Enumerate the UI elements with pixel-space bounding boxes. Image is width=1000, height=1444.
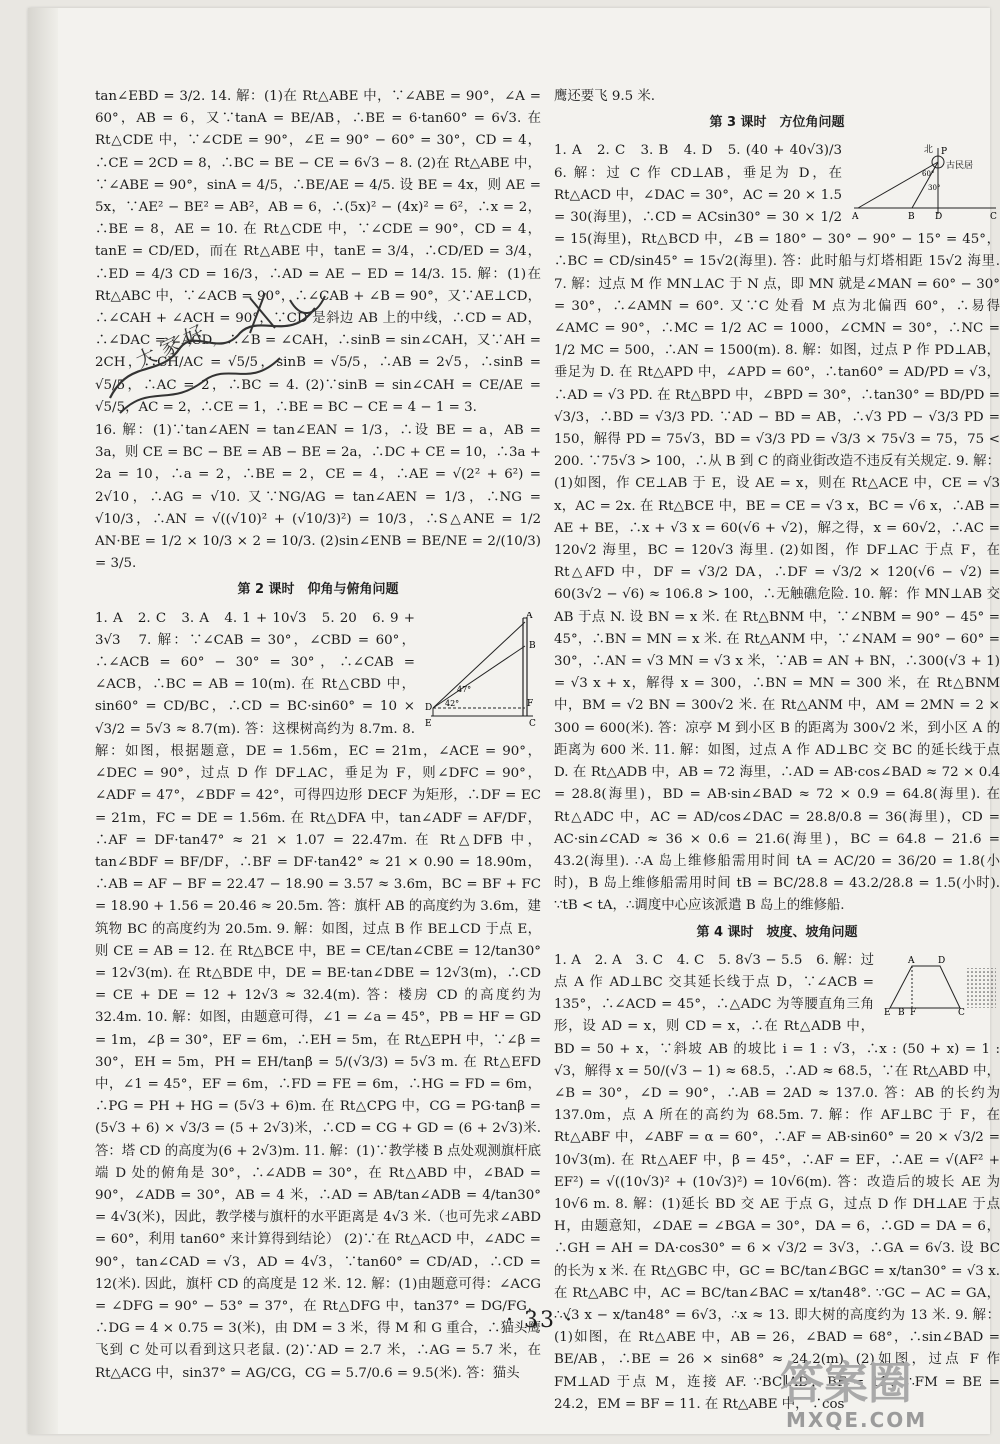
fig-r8-label-b: B bbox=[908, 212, 915, 223]
fig-r7-label-f: F bbox=[910, 1007, 917, 1016]
document-page bbox=[28, 8, 1000, 1434]
fig8-angle-47: 47° bbox=[457, 684, 472, 694]
fig-r7-label-c: C bbox=[958, 1007, 965, 1016]
figure-r8-ancient-house bbox=[850, 144, 1000, 222]
paragraph-q16: 16. 解：(1)∵tan∠AEN = tan∠EAN = 1/3，∴设 BE = a，AB = 3a，则 CE = BC − BE = AB − BE = 2a，∴DC + CE = 10，∴3a + 2a = 10，∴a = 2，∴BE = 2，CE = 4，∴AE = √(2² + 6²) = 2√10，∴AG = √10. 又∵NG/AG = tan∠AEN = 1/3，∴NG = √10/3，∴AN = √((√10)² + (√10/3)²) = 10/3，∴S△ANE = 1/2 AN·BE = 1/2 × 10/3 × 2 = 10/3. (2)sin∠ENB = BE/NE = 2/(10/3) = 3/5. bbox=[95, 423, 541, 572]
scribble-text: 大 家 好 bbox=[131, 320, 209, 373]
paragraph-lesson-3: 1. A 2. C 3. B 4. D 5. (40 + 40√3)/3 6. 解：过 C 作 CD⊥AB，垂足为 D，在 Rt△ACD 中，∠DAC = 30°，AC = 20 × 1.5 = 30(海里)，∴CD = ACsin30° = 30 × 1/2 = 15(海里)，Rt△BCD 中，∠B = 180° − 30° − 90° − 15° = 45°，∴BC = CD/sin45° = 15√2(海里). 答：此时船与灯塔相距 15√2 海里. 7. 解：过点 M 作 MN⊥AC 于 N 点，即 MN 就是∠MAN = 60° − 30° = 30°，∴∠AMN = 60°. 又∵C 处看 M 点为北偏西 60°，∴易得∠AMC = 90°，∴MC = 1/2 AC = 1000，∠CMN = 30°，∴NC = 1/2 MC = 500，∴AN = 1500(m). 8. 解：如图，过点 P 作 PD⊥AB，垂足为 D. 在 Rt△APD 中，∠APD = 60°，∴tan60° = AD/PD = √3，∴AD = √3 PD. 在 Rt△BPD 中，∠BPD = 30°，∴tan30° = BD/PD = √3/3，∴BD = √3/3 PD. ∵AD − BD = AB，∴√3 PD − √3/3 PD = 150，解得 PD = 75√3，BD = √3/3 PD = √3/3 × 75√3 = 75，75 < 200. ∵75√3 > 100，∴从 B 到 C 的商业街改造不违反有关规定. 9. 解：(1)如图，作 CE⊥AB 于 E，设 AE = x，则在 Rt△ACE 中，CE = √3 x，AC = 2x. 在 Rt△BCE 中，BE = CE = √3 x，BC = √6 x，∴AB = AE + BE，∴x + √3 x = 60(√6 + √2)，解之得，x = 60√2，∴AC = 120√2 海里，BC = 120√3 海里. (2)如图，作 DF⊥AC 于点 F，在 Rt△AFD 中，DF = √3/2 DA，∴DF = √3/2 × 120(√6 − √2) = 60(3√2 − √6) ≈ 106.8 > 100，∴无触礁危险. 10. 解：作 MN⊥AB 交 AB 于点 N. 设 BN = x 米. 在 Rt△BNM 中，∵∠NBM = 90° − 45° = 45°，∴BN = MN = x 米. 在 Rt△ANM 中，∵∠NAM = 90° − 60° = 30°，∴AN = √3 MN = √3 x 米，∵AB = AN + BN，∴300(√3 + 1) = √3 x + x，解得 x = 300，∴BN = MN = 300 米，在 Rt△BNM 中，BM = √2 BN = 300√2 米. 在 Rt△ANM 中，AM = 2MN = 2 × 300 = 600(米). 答：凉亭 M 到小区 B 的距离为 300√2 米，到小区 A 的距离为 600 米. 11. 解：如图，过点 A 作 AD⊥BC 交 BC 的延长线于点 D. 在 Rt△ADB 中，AB = 72 海里，∴AD = AB·cos∠BAD ≈ 72 × 0.4 = 28.8(海里)，BD = AB·sin∠BAD ≈ 72 × 0.9 = 64.8(海里). 在 Rt△ADC 中，AC = AD/cos∠DAC = 28.8/0.8 = 36(海里)，CD = AC·sin∠CAD ≈ 36 × 0.6 = 21.6(海里)，BC = 64.8 − 21.6 = 43.2(海里). ∴A 岛上维修船需用时间 tA = AC/20 = 36/20 = 1.8(小时)，B 岛上维修船需用时间 tB = BC/28.8 = 43.2/28.8 = 1.5(小时). ∵tB < tA，∴调度中心应该派遣 B 岛上的维修船. bbox=[554, 143, 1000, 914]
paragraph-lead: 鹰还要飞 9.5 米. bbox=[554, 89, 656, 104]
left-column bbox=[95, 86, 541, 1386]
fig-r7-label-a: A bbox=[908, 955, 915, 966]
fig-r7-label-d: D bbox=[938, 955, 946, 966]
binding-gutter bbox=[28, 8, 58, 1434]
paragraph-lesson-4: 1. A 2. A 3. C 4. C 5. 8√3 − 5.5 6. 解：过点 A 作 AD⊥BC 交其延长线于点 D，∵∠ACB = 135°，∴∠ACD = 45°，∴△ADC 为等腰直角三角形，设 AD = x，则 CD = x，∴在 Rt△ADB 中，BD = 50 + x，∵斜坡 AB 的坡比 i = 1 : √3，∴x : (50 + x) = 1 : √3，解得 x = 50/(√3 − 1) ≈ 68.5，∴AD ≈ 68.5，∵在 Rt△ABD 中，∠B = 30°，∠D = 90°，∴AB = 2AD ≈ 137.0. 答：AB 的长约为 137.0m，点 A 所在的高约为 68.5m. 7. 解：作 AF⊥BC 于 F，在 Rt△ABF 中，∠ABF = α = 60°，∴AF = AB·sin60° = 20 × √3/2 = 10√3(m). 在 Rt△AEF 中，β = 45°，∴AF = EF，∴AE = √(AF² + EF²) = √((10√3)² + (10√3)²) = 10√6(m). 答：改造后的坡长 AE 为 10√6 m. 8. 解：(1)延长 BD 交 AE 于点 G，过点 D 作 DH⊥AE 于点 H，由题意知，∠DAE = ∠BGA = 30°，DA = 6，∴GD = DA = 6，∴GH = AH = DA·cos30° = 6 × √3/2 = 3√3，∴GA = 6√3. 设 BC 的长为 x 米. 在 Rt△GBC 中，GC = BC/tan∠BGC = x/tan30° = √3 x. 在 Rt△ABC 中，AC = BC/tan∠BAC = x/tan48°. ∵GC − AC = GA，∴√3 x − x/tan48° = 6√3，∴x ≈ 13. 即大树的高度约为 13 米. 9. 解：(1)如图，在 Rt△ABE 中，AB = 26，∠BAD = 68°，∴sin∠BAD = BE/AB，∴BE = 26 × sin68° ≈ 24.2(m). (2)如图，过点 F 作 FM⊥AD 于点 M，连接 AF. ∵BC∥AD，BF = 11，∴FM = BE = 24.2，EM = BF = 11. 在 Rt△ABE 中，∵cos bbox=[554, 952, 1000, 1412]
fig-r7-label-b: B bbox=[898, 1007, 905, 1016]
fig-r7-label-e: E bbox=[884, 1007, 891, 1016]
paragraph-lesson-2: 1. A 2. C 3. A 4. 1 + 10√3 5. 20 6. 9 + 3√3 7. 解：∵∠CAB = 30°，∠CBD = 60°，∴∠ACB = 60° − 30° = 30°，∴∠CAB = ∠ACB，∴BC = AB = 10(m). 在 Rt△CBD 中，sin60° = CD/BC，∴CD = BC·sin60° = 10 × √3/2 = 5√3 ≈ 8.7(m). 答：这棵树高约为 8.7m. 8. 解：如图，根据题意，DE = 1.56m，EC = 21m，∠ACE = 90°，∠DEC = 90°，过点 D 作 DF⊥AC，垂足为 F，则∠DFC = 90°，∠ADF = 47°，∠BDF = 42°，可得四边形 DECF 为矩形，∴DF = EC = 21m，FC = DE = 1.56m. 在 Rt△DFA 中，tan∠ADF = AF/DF，∴AF = DF·tan47° ≈ 21 × 1.07 = 22.47m. 在 Rt△DFB 中，tan∠BDF = BF/DF，∴BF = DF·tan42° ≈ 21 × 0.90 = 18.90m，∴AB = AF − BF = 22.47 − 18.90 = 3.57 ≈ 3.6m，BC = BF + FC = 18.90 + 1.56 = 20.46 ≈ 20.5m. 答：旗杆 AB 的高度约为 3.6m，建筑物 BC 的高度约为 20.5m. 9. 解：如图，过点 B 作 BE⊥CD 于点 E，则 CE = AB = 12. 在 Rt△BCE 中，BE = CE/tan∠CBE = 12/tan30° = 12√3(m). 在 Rt△BDE 中，DE = BE·tan∠DBE = 12√3(m)，∴CD = CE + DE = 12 + 12√3 ≈ 32.4(m). 答：楼房 CD 的高度约为 32.4m. 10. 解：如图，由题意可得，∠1 = ∠a = 45°，PB = HF = GD = 1m，∠β = 30°，EF = 6m，∴EH = 5m，在 Rt△EPH 中，∵∠β = 30°，EH = 5m，PH = EH/tanβ = 5/(√3/3) = 5√3 m. 在 Rt△EFD 中，∠1 = 45°，EF = 6m，∴FD = FE = 6m，∴HG = FD = 6m，∴PG = PH + HG = (5√3 + 6)m. 在 Rt△CPG 中，CG = PG·tanβ = (5√3 + 6) × √3/3 = (5 + 2√3)米，∴CD = CG + GD = (6 + 2√3)米. 答：塔 CD 的高度为(6 + 2√3)m. 11. 解：(1)∵教学楼 B 点处观测旗杆底端 D 处的俯角是 30°，∴∠ADB = 30°，在 Rt△ABD 中，∠BAD = 90°，∠ADB = 30°，AB = 4 米，∴AD = AB/tan∠ADB = 4/tan30° = 4√3(米)，因此，教学楼与旗杆的水平距离是 4√3 米.（也可先求∠ABD = 60°，利用 tan60° 来计算得到结论） (2)∵在 Rt△ACD 中，∠ADC = 90°，tan∠CAD = √3，AD = 4√3，∵tan60° = CD/AD，∴CD = 12(米). 因此，旗杆 CD 的高度是 12 米. 12. 解：(1)由题意可得：∠ACG = ∠DFG = 90° − 53° = 37°，在 Rt△DFG 中，tan37° = DG/FG，∴DG = 4 × 0.75 = 3(米)，由 DM = 3 米，得 M 和 G 重合，∴猫头鹰飞到 C 处可以看到这只老鼠. (2)∵AD = 2.7 米，∴AG = 5.7 米，在 Rt△ACG 中，sin37° = AG/CG，CG = 5.7/0.6 = 9.5(米). 答：猫头 bbox=[95, 610, 541, 1381]
watermark-logo-text: 答案圈 bbox=[780, 1358, 912, 1409]
paragraph-q14-16: tan∠EBD = 3/2. 14. 解：(1)在 Rt△ABE 中，∵∠ABE = 90°，∠A = 60°，AB = 6，又∵tanA = BE/AB，∴BE = 6·tan60° = 6√3. 在 Rt△CDE 中，∵∠CDE = 90°，∠E = 90° − 60° = 30°，CD = 4，∴CE = 2CD = 8，∴BC = BE − CE = 6√3 − 8. (2)在 Rt△ABE 中，∵∠ABE = 90°，sinA = 4/5，∴BE/AE = 4/5. 设 BE = 4x，则 AE = 5x，∵AE² − BE² = AB²，AB = 6，∴(5x)² − (4x)² = 6²，∴x = 2，∴BE = 8，AE = 10. 在 Rt△CDE 中，∵∠CDE = 90°，CD = 4，tanE = CD/ED，而在 Rt△ABE 中，tanE = 3/4，∴CD/ED = 3/4，∴ED = 4/3 CD = 16/3，∴AD = AE − ED = 14/3. 15. 解：(1)在 Rt△ABC 中，∵∠ACB = 90°，∴∠CAB + ∠B = 90°，又∵AE⊥CD，∴∠CAH + ∠ACH = 90°，∵CD 是斜边 AB 上的中线，∴CD = AD，∴∠DAC = ∠ACD，∴∠B = ∠CAH，∴sinB = sin∠CAH，又∵AH = 2CH，∴CH/AC = √5/5，sinB = √5/5，∴AB = 2√5，∴sinB = √5/5，∴AC = 2，∴BC = 4. (2)∵sinB = sin∠CAH = CE/AE = √5/5，AC = 2，∴CE = 1，∴BE = BC − CE = 4 − 1 = 3. bbox=[95, 89, 541, 415]
fig-r8-house: 古民居 bbox=[946, 161, 974, 172]
watermark-site: MXQE.COM bbox=[786, 1408, 928, 1432]
fig-r8-label-p: P bbox=[941, 147, 948, 158]
section-title-lesson-4: 第 4 课时 坡度、坡角问题 bbox=[696, 924, 858, 940]
fig-r8-label-a: A bbox=[852, 212, 859, 223]
fig-r8-north: 北 bbox=[924, 145, 934, 156]
fig8-angle-42: 42° bbox=[445, 698, 460, 708]
fig-r8-angle-60: 60° bbox=[922, 170, 935, 179]
fig8-label-c: C bbox=[529, 718, 536, 729]
fig8-label-f: F bbox=[527, 698, 534, 709]
handwritten-scribble bbox=[100, 288, 340, 423]
fig8-label-d: D bbox=[425, 702, 433, 713]
page-number: · 33 · bbox=[506, 1308, 574, 1333]
figure-q8-flagpole-building bbox=[423, 612, 541, 730]
fig8-label-b: B bbox=[529, 640, 536, 651]
fig-r8-label-c: C bbox=[990, 212, 997, 223]
section-title-lesson-2: 第 2 课时 仰角与俯角问题 bbox=[237, 582, 399, 598]
right-column bbox=[554, 86, 1000, 1417]
fig-r8-angle-30: 30° bbox=[928, 184, 941, 193]
fig8-label-e: E bbox=[425, 718, 432, 729]
fig8-label-a: A bbox=[526, 611, 533, 621]
fig-r8-label-d: D bbox=[935, 212, 943, 223]
figure-r7-embankment bbox=[882, 954, 1000, 1016]
section-title-lesson-3: 第 3 课时 方位角问题 bbox=[709, 115, 845, 131]
